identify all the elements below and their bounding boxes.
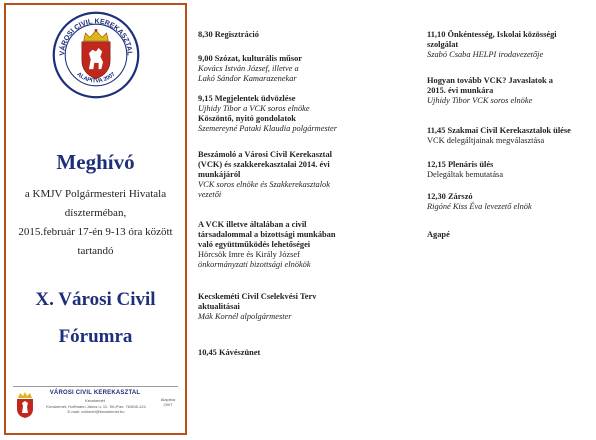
invitation-panel (4, 3, 187, 435)
footer-email-line: E-mail: vckkmet@kecskemet.hu (67, 409, 125, 414)
footer-founded (158, 397, 178, 407)
program-item (427, 192, 595, 212)
invitation-body-line: 2015.február 17-én 9-13 óra között (18, 226, 173, 238)
seal-ring-text: VÁROSI CIVIL KEREKASZTAL (59, 18, 133, 56)
footer-founded-line: Alapítva (160, 397, 176, 402)
program-item-heading: Köszöntő, nyitó gondolatok (198, 114, 296, 123)
program-item-heading: 8,30 Regisztráció (198, 30, 259, 39)
program-item-speaker: Lakó Sándor Kamarazenekar (198, 74, 297, 83)
program-item-heading: munkájáról (198, 170, 241, 179)
program-item-heading: A VCK illetve általában a civil (198, 220, 307, 229)
program-item-speaker: Szabó Csaba HELPI irodavezetője (427, 50, 544, 59)
program-item-speaker: Szemereyné Pataki Klaudia polgármester (198, 124, 338, 133)
vck-seal-logo (52, 11, 140, 99)
footer-founded-line: 2007 (163, 402, 173, 407)
program-item-heading: 11,10 Önkéntesség, Iskolai közösségi (427, 30, 557, 39)
program-item-speaker: VCK delegáltjainak megválasztása (427, 136, 545, 145)
program-item-heading: 11,45 Szakmai Civil Kerekasztalok ülése (427, 126, 571, 135)
program-item-heading: 12,15 Plenáris ülés (427, 160, 494, 169)
program-item-heading: Kecskeméti Civil Cselekvési Terv (198, 292, 317, 301)
forum-title (6, 281, 185, 355)
program-item-heading: 12,30 Zárszó (427, 192, 473, 201)
letterhead-footer (13, 386, 178, 429)
program-item-heading: Hogyan tovább VCK? Javaslatok a (427, 76, 553, 85)
program-item (198, 150, 408, 200)
program-item-heading: 10,45 Kávészünet (198, 348, 261, 357)
invitation-body (6, 185, 185, 261)
program-item-speaker: Kovács István József, illetve a (198, 64, 299, 73)
program-item-heading: szolgálat (427, 40, 459, 49)
program-item-speaker: Mák Kornél alpolgármester (198, 312, 292, 321)
program-item-heading: Agapé (427, 230, 450, 239)
footer-coat-of-arms-icon (15, 392, 35, 419)
program-item-speaker: Ujhidy Tibor a VCK soros elnöke (198, 104, 310, 113)
program-item (427, 30, 595, 60)
program-item (198, 30, 408, 40)
footer-address (37, 404, 155, 414)
program-item-speaker: VCK soros elnöke és Szakkerekasztalok (198, 180, 330, 189)
program-item-heading: 9,00 Szózat, kulturális műsor (198, 54, 302, 63)
program-item (198, 220, 408, 270)
program-item-heading: aktualitásai (198, 302, 240, 311)
program-item (427, 76, 595, 106)
program-item-heading: társadalommal a bizottsági munkában (198, 230, 336, 239)
invitation-body-line: díszterméban, (64, 207, 127, 219)
program-item-heading: Beszámoló a Városi Civil Kerekasztal (198, 150, 332, 159)
program-item-speaker: Ujhidy Tibor VCK soros elnöke (427, 96, 533, 105)
footer-city: Kecskemét (85, 398, 105, 403)
program-item-heading: 2015. évi munkára (427, 86, 494, 95)
program-item (198, 94, 408, 134)
program-item (427, 160, 595, 180)
program-item-speaker: vezetői (198, 190, 222, 199)
program-item (198, 348, 408, 358)
program-item (198, 54, 408, 84)
program-item-heading: (VCK) és szakkerekasztalai 2014. évi (198, 160, 330, 169)
invitation-body-line: a KMJV Polgármesteri Hivatala (24, 188, 167, 200)
footer-address-line: Kecskemét, Hoffmann János u. 11. Tel./Fax: 76/508-124 (46, 404, 146, 409)
invitation-title: Meghívó (56, 150, 135, 174)
forum-title-line: Fórumra (58, 326, 133, 347)
program-item (198, 292, 408, 322)
program-item-heading: 9,15 Megjelentek üdvözlése (198, 94, 296, 103)
program-item-speaker: Rigóné Kiss Éva levezető elnök (427, 202, 532, 211)
program-item (427, 230, 595, 240)
invitation-body-line: tartandó (77, 245, 114, 257)
program-item-speaker: Delegáltak bemutatása (427, 170, 504, 179)
program-item (427, 126, 595, 146)
program-item-heading: való együttműködés lehetőségei (198, 240, 311, 249)
footer-org-name: VÁROSI CIVIL KEREKASZTAL (49, 390, 141, 396)
forum-title-line: X. Városi Civil (35, 289, 156, 310)
program-item-speaker: önkormányzati bizottsági elnökök (198, 260, 311, 269)
program-item-speaker: Hörcsök Imre és Király József (198, 250, 300, 259)
seal-founded-text: ALAPÍTVA 2007 (75, 71, 117, 85)
